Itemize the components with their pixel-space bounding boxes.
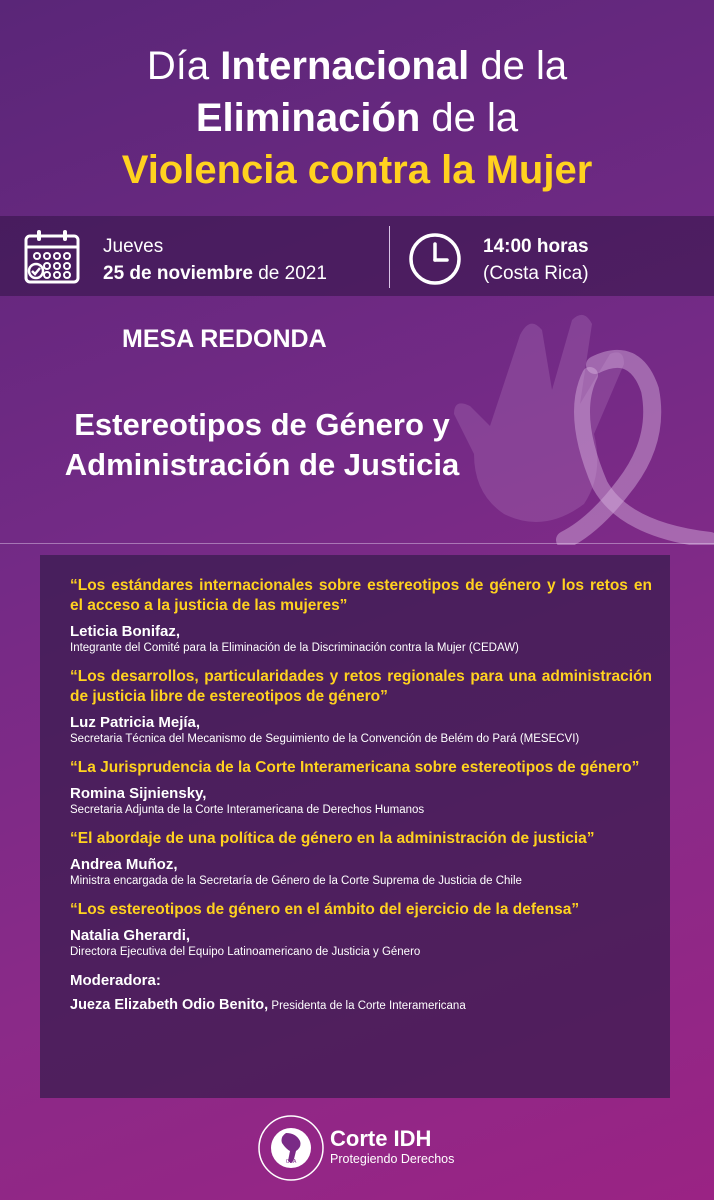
svg-text:OEA: OEA	[285, 1159, 297, 1165]
talk-title: “La Jurisprudencia de la Corte Interamericana sobre estereotipos de género”	[70, 759, 640, 776]
speaker-name: Leticia Bonifaz,	[70, 623, 181, 640]
title-bold: Internacional	[220, 44, 470, 88]
moderator-name-line	[70, 997, 652, 1013]
speaker-name: Luz Patricia Mejía,	[70, 714, 201, 731]
title-text: de la	[420, 96, 519, 140]
talk-item	[70, 576, 652, 656]
title-line-1	[0, 40, 714, 92]
speaker-role: Secretaria Adjunta de la Corte Interamericana de Derechos Humanos	[70, 804, 425, 816]
talk-item	[70, 900, 652, 960]
event-day: Jueves	[103, 236, 164, 257]
talk-title: “Los estereotipos de género en el ámbito del ejercicio de la defensa”	[70, 901, 580, 918]
title-text: de la	[469, 44, 568, 88]
talk-list	[70, 576, 652, 1013]
talk-item	[70, 758, 652, 818]
talk-item	[70, 667, 652, 747]
speaker-name: Andrea Muñoz,	[70, 856, 178, 873]
talk-title: “El abordaje de una política de género en la administración de justicia”	[70, 830, 595, 847]
calendar-icon	[24, 228, 80, 284]
moderator-label: Moderadora:	[70, 972, 161, 989]
talk-title: “Los desarrollos, particularidades y retos regionales para una administración de justicia libre de estereotipos de género”	[70, 668, 652, 705]
speaker-role: Integrante del Comité para la Eliminación de la Discriminación contra la Mujer (CEDAW)	[70, 642, 519, 654]
title-text: Día	[146, 44, 221, 88]
title-line-2	[0, 92, 714, 144]
speaker-name: Natalia Gherardi,	[70, 927, 191, 944]
section-label: MESA REDONDA	[122, 325, 327, 353]
speaker-role: Ministra encargada de la Secretaría de Género de la Corte Suprema de Justicia de Chile	[70, 875, 522, 887]
logo-tagline: Protegiendo Derechos	[330, 1152, 455, 1166]
divider	[389, 226, 390, 288]
logo	[330, 1127, 454, 1167]
section-divider	[0, 543, 714, 544]
event-date-bold: 25 de noviembre	[103, 263, 253, 284]
logo-name: Corte IDH	[330, 1126, 432, 1151]
event-time	[483, 233, 589, 287]
event-year: de 2021	[252, 263, 327, 284]
topic-line: Estereotipos de Género y	[74, 407, 450, 442]
title-line-3: Violencia contra la Mujer	[121, 148, 593, 192]
moderator-block	[70, 971, 652, 1013]
talk-item	[70, 829, 652, 889]
event-timezone: (Costa Rica)	[483, 263, 589, 284]
moderator-role: Presidenta de la Corte Interamericana	[268, 1000, 466, 1012]
event-date	[103, 233, 327, 287]
event-date-line	[103, 260, 327, 287]
corte-idh-seal-icon	[256, 1113, 326, 1183]
event-time-value: 14:00 horas	[483, 236, 589, 257]
title-bold: Eliminación	[195, 96, 421, 140]
speaker-name: Romina Sijniensky,	[70, 785, 207, 802]
moderator-name: Jueza Elizabeth Odio Benito,	[70, 997, 269, 1013]
clock-icon	[408, 232, 462, 286]
speaker-role: Directora Ejecutiva del Equipo Latinoamericano de Justicia y Género	[70, 946, 421, 958]
topic-line: Administración de Justicia	[64, 447, 460, 482]
speaker-role: Secretaria Técnica del Mecanismo de Seguimiento de la Convención de Belém do Pará (MESECVI)	[70, 733, 580, 745]
event-title	[0, 40, 714, 196]
talk-title: “Los estándares internacionales sobre estereotipos de género y los retos en el acceso a la justicia de las mujeres”	[70, 577, 652, 614]
topic-title	[42, 405, 482, 485]
